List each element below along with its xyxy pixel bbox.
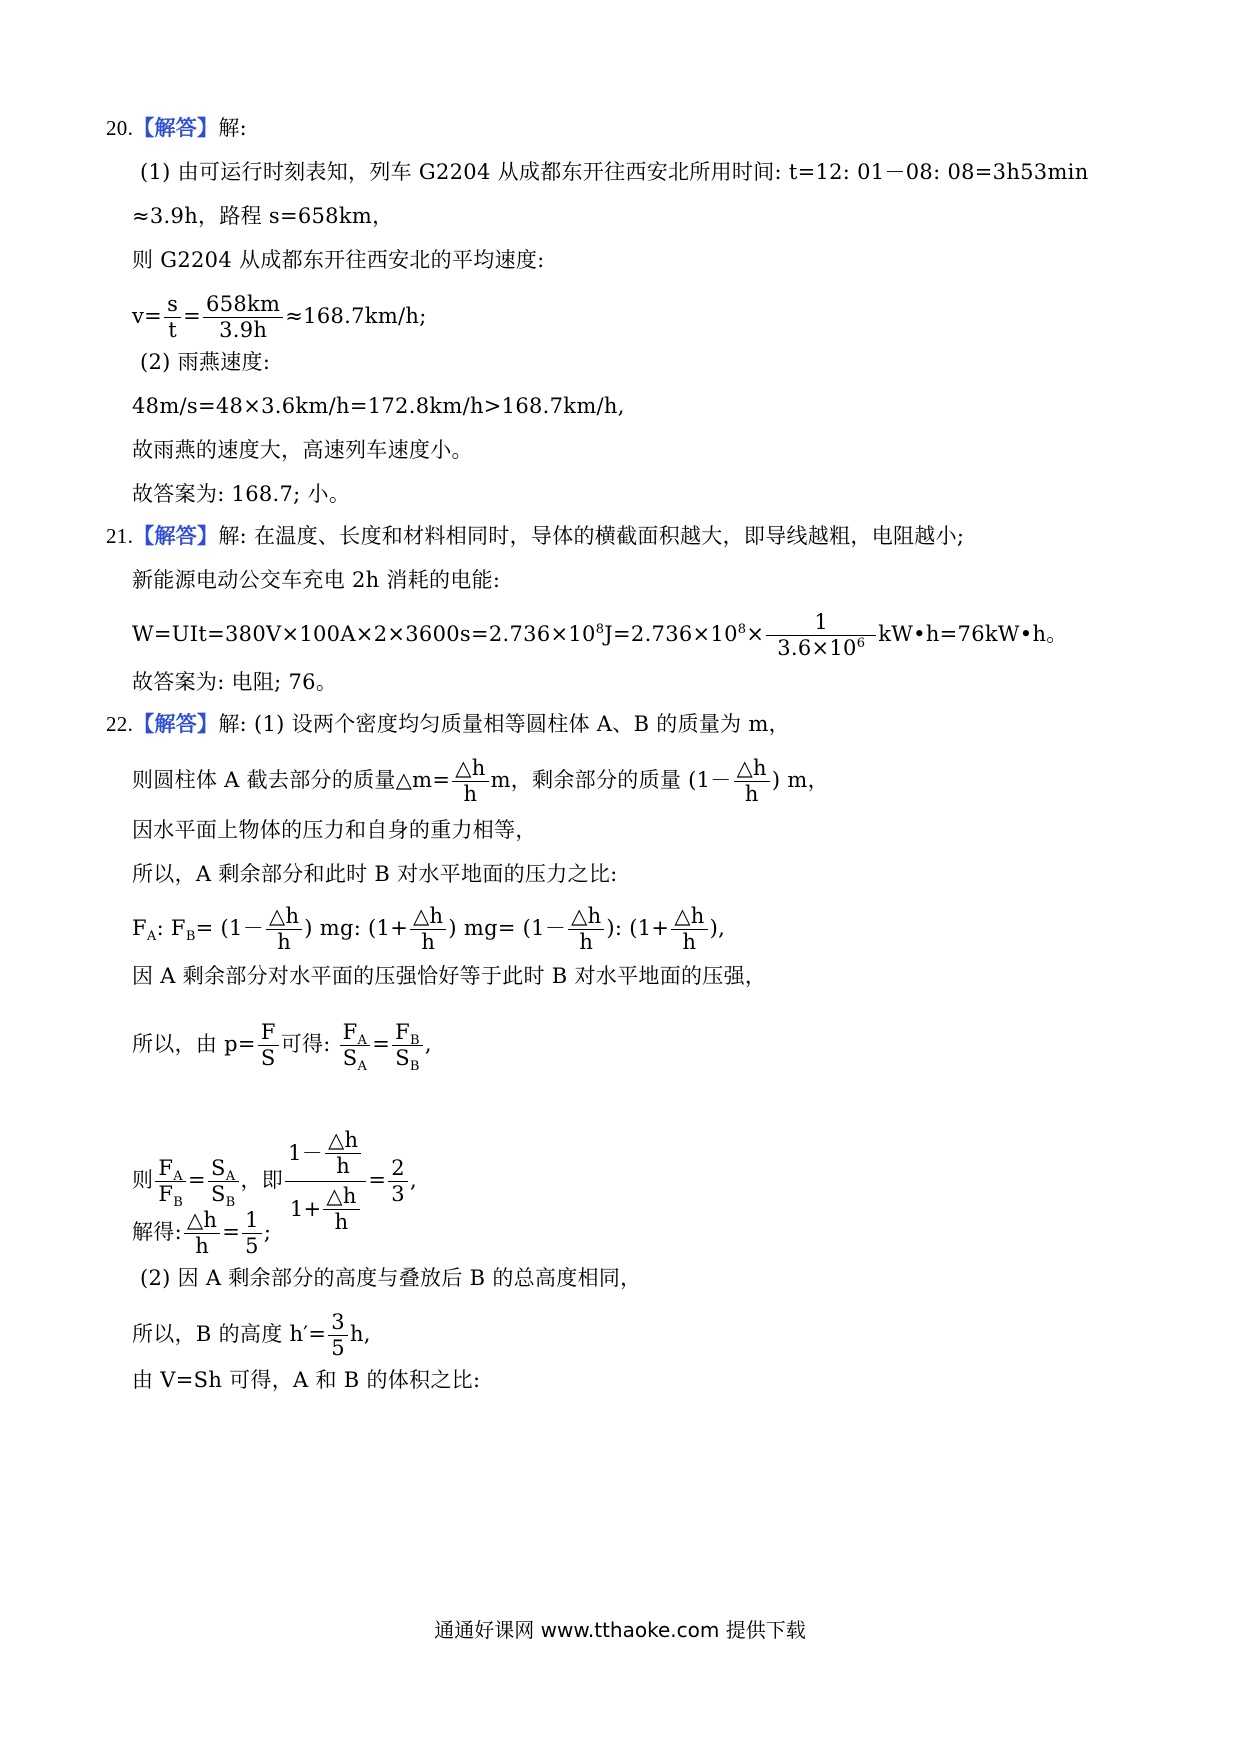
- q22-height-line: [132, 1310, 371, 1361]
- numerator: △h: [671, 904, 707, 930]
- numerator: 658km: [203, 292, 283, 318]
- numerator: △h: [568, 904, 604, 930]
- q22-force-ratio: [132, 904, 725, 955]
- fraction-unit-conversion: [766, 610, 876, 661]
- formula-text: ≈168.7km/h;: [285, 304, 427, 328]
- q22-line-12: 由 V=Sh 可得，A 和 B 的体积之比:: [132, 1368, 481, 1392]
- q20-line-1: (1) 由可运行时刻表知，列车 G2204 从成都东开往西安北所用时间: t=12: 01－08: 08=3h53min: [140, 160, 1089, 184]
- fraction-F-over-S: [258, 1020, 279, 1071]
- denominator: h: [277, 930, 292, 954]
- fraction-dh-over-h: [410, 904, 446, 955]
- q22-header: [106, 710, 790, 738]
- subscript: B: [225, 1195, 236, 1211]
- denominator: [155, 1182, 186, 1211]
- compound-fraction: [285, 1126, 366, 1237]
- denominator: 3: [391, 1182, 405, 1206]
- subscript: B: [410, 1033, 420, 1049]
- formula-text: ) mg: (1+: [304, 916, 409, 940]
- formula-text: h,: [349, 1322, 371, 1346]
- formula-text: ) m，: [771, 768, 829, 792]
- formula-text: J=2.736×10: [604, 622, 738, 646]
- denominator: [340, 1046, 371, 1075]
- fraction-dh-over-h: [568, 904, 604, 955]
- fraction-SA-over-SB: [208, 1156, 239, 1211]
- formula-text: ) mg= (1－: [448, 916, 567, 940]
- numerator-text: S: [211, 1156, 226, 1180]
- numerator: 3: [328, 1310, 348, 1336]
- subscript: A: [357, 1059, 368, 1075]
- numerator: [340, 1020, 371, 1049]
- q21-answer: 故答案为: 电阻; 76。: [132, 670, 338, 694]
- denominator: 5: [331, 1336, 345, 1360]
- fraction-dh-over-h: [325, 1128, 361, 1179]
- numerator: △h: [325, 1128, 361, 1154]
- formula-text: : F: [156, 916, 186, 940]
- formula-text: ，即: [240, 1168, 284, 1192]
- denominator: [285, 1182, 366, 1237]
- answer-tag: 【解答】: [133, 711, 219, 736]
- formula-text: F: [132, 916, 147, 940]
- denominator: h: [195, 1234, 210, 1258]
- formula-text: ,: [424, 1032, 432, 1056]
- denominator-text: F: [158, 1182, 174, 1206]
- subscript: A: [357, 1033, 368, 1049]
- formula-text: 所以，B 的高度 h′=: [132, 1322, 327, 1346]
- numerator-text: 1－: [288, 1141, 324, 1165]
- formula-text: ;: [263, 1220, 272, 1244]
- formula-text: =: [222, 1220, 241, 1244]
- formula-text: 解得:: [132, 1220, 182, 1244]
- numerator: 1: [766, 610, 876, 636]
- exponent: 8: [595, 622, 605, 637]
- numerator: [392, 1020, 423, 1049]
- q20-line-3: 则 G2204 从成都东开往西安北的平均速度:: [132, 248, 545, 272]
- numerator: △h: [734, 756, 770, 782]
- formula-text: =: [183, 304, 202, 328]
- q22-solution: [132, 1208, 271, 1259]
- q20-line-6: 48m/s=48×3.6km/h=172.8km/h>168.7km/h,: [132, 394, 625, 418]
- q20-line-2: ≈3.9h，路程 s=658km，: [132, 204, 394, 228]
- denominator: [392, 1046, 423, 1075]
- denominator: h: [463, 782, 478, 806]
- formula-text: kW•h=76kW•h。: [878, 622, 1068, 646]
- subscript: B: [173, 1195, 184, 1211]
- formula-text: ): (1+: [606, 916, 670, 940]
- numerator: 2: [388, 1156, 408, 1182]
- formula-text: 则: [132, 1168, 154, 1192]
- numerator: s: [164, 292, 181, 318]
- formula-text: =: [368, 1168, 387, 1192]
- numerator: 1: [242, 1208, 262, 1234]
- q22-lead: 解: (1) 设两个密度均匀质量相等圆柱体 A、B 的质量为 m，: [218, 712, 790, 736]
- formula-text: W=UIt=380V×100A×2×3600s=2.736×10: [132, 622, 596, 646]
- denominator-text: S: [210, 1182, 226, 1206]
- numerator-text: F: [158, 1156, 174, 1180]
- denominator: 3.9h: [219, 318, 268, 342]
- q21-number: 21.: [106, 524, 134, 548]
- q22-line-6: 因 A 剩余部分对水平面的压强恰好等于此时 B 对水平地面的压强，: [132, 964, 767, 988]
- denominator: [766, 636, 876, 661]
- q20-lead: 解:: [218, 116, 248, 140]
- formula-text: v=: [132, 304, 163, 328]
- denominator-text: 1+: [289, 1197, 322, 1221]
- subscript: A: [173, 1169, 183, 1185]
- fraction-FB-over-SB: [392, 1020, 423, 1075]
- numerator: △h: [266, 904, 302, 930]
- q22-line-4: 所以，A 剩余部分和此时 B 对水平地面的压力之比:: [132, 862, 618, 886]
- subscript: A: [225, 1169, 236, 1185]
- q22-number: 22.: [106, 712, 134, 736]
- numerator: △h: [452, 756, 488, 782]
- fraction-dh-over-h: [266, 904, 302, 955]
- denominator: h: [744, 782, 759, 806]
- fraction-dh-over-h: [671, 904, 707, 955]
- denominator: h: [336, 1154, 351, 1178]
- formula-text: =: [372, 1032, 391, 1056]
- denominator: S: [260, 1046, 276, 1070]
- q20-number: 20.: [106, 116, 134, 140]
- answer-tag: 【解答】: [133, 115, 219, 140]
- formula-text: ),: [709, 916, 726, 940]
- denominator: t: [168, 318, 177, 342]
- numerator: △h: [323, 1184, 359, 1210]
- fraction-dh-over-h: [323, 1184, 359, 1235]
- q20-velocity-formula: [132, 292, 427, 343]
- q21-lead: 解: 在温度、长度和材料相同时，导体的横截面积越大，即导线越粗，电阻越小;: [218, 524, 965, 548]
- fraction-dh-over-h: [734, 756, 770, 807]
- denominator-text: 3.6×10: [777, 636, 857, 660]
- q21-line-2: 新能源电动公交车充电 2h 消耗的电能:: [132, 568, 501, 592]
- denominator: h: [579, 930, 594, 954]
- numerator: [155, 1156, 186, 1185]
- fraction-one-fifth: [242, 1208, 262, 1259]
- q22-mass-line: [132, 756, 829, 807]
- page-footer: 通通好课网 www.tthaoke.com 提供下载: [434, 1618, 806, 1642]
- formula-text: ×: [746, 622, 765, 646]
- subscript: A: [146, 929, 157, 945]
- denominator-text: S: [395, 1046, 410, 1070]
- q21-header: [106, 522, 964, 550]
- fraction-dh-over-h: [184, 1208, 220, 1259]
- numerator: F: [258, 1020, 279, 1046]
- fraction-s-over-t: [164, 292, 181, 343]
- denominator: h: [682, 930, 697, 954]
- numerator: △h: [410, 904, 446, 930]
- q22-line-10: (2) 因 A 剩余部分的高度与叠放后 B 的总高度相同，: [140, 1266, 642, 1290]
- denominator: 5: [245, 1234, 259, 1258]
- exponent: 6: [856, 636, 866, 651]
- q20-header: [106, 114, 247, 142]
- denominator: [208, 1182, 239, 1211]
- formula-text: = (1－: [195, 916, 264, 940]
- q22-line-3: 因水平面上物体的压力和自身的重力相等，: [132, 818, 537, 842]
- formula-text: 所以，由 p=: [132, 1032, 256, 1056]
- numerator-text: F: [342, 1020, 358, 1044]
- numerator: △h: [184, 1208, 220, 1234]
- exponent: 8: [737, 622, 747, 637]
- subscript: B: [409, 1059, 420, 1075]
- fraction-two-thirds: [388, 1156, 408, 1207]
- answer-tag: 【解答】: [133, 523, 219, 548]
- fraction-distance-over-time: [203, 292, 283, 343]
- fraction-FA-over-FB: [155, 1156, 186, 1211]
- q20-line-7: 故雨燕的速度大，高速列车速度小。: [132, 438, 473, 462]
- formula-text: m，剩余部分的质量 (1－: [490, 768, 732, 792]
- fraction-dh-over-h: [452, 756, 488, 807]
- subscript: B: [185, 929, 196, 945]
- fraction-FA-over-SA: [340, 1020, 371, 1075]
- denominator: h: [421, 930, 436, 954]
- formula-text: =: [188, 1168, 206, 1192]
- denominator: h: [334, 1210, 349, 1234]
- numerator-text: F: [395, 1020, 411, 1044]
- fraction-three-fifths: [328, 1310, 348, 1361]
- formula-text: 则圆柱体 A 截去部分的质量△m=: [132, 768, 451, 792]
- q21-energy-formula: [132, 610, 1068, 661]
- q20-answer: 故答案为: 168.7; 小。: [132, 482, 351, 506]
- formula-text: 可得:: [280, 1032, 338, 1056]
- q20-line-5: (2) 雨燕速度:: [140, 350, 271, 374]
- formula-text: ,: [409, 1168, 417, 1192]
- numerator: [208, 1156, 239, 1185]
- q22-pressure-line: [132, 1020, 432, 1075]
- denominator-text: S: [342, 1046, 358, 1070]
- numerator: [285, 1126, 366, 1182]
